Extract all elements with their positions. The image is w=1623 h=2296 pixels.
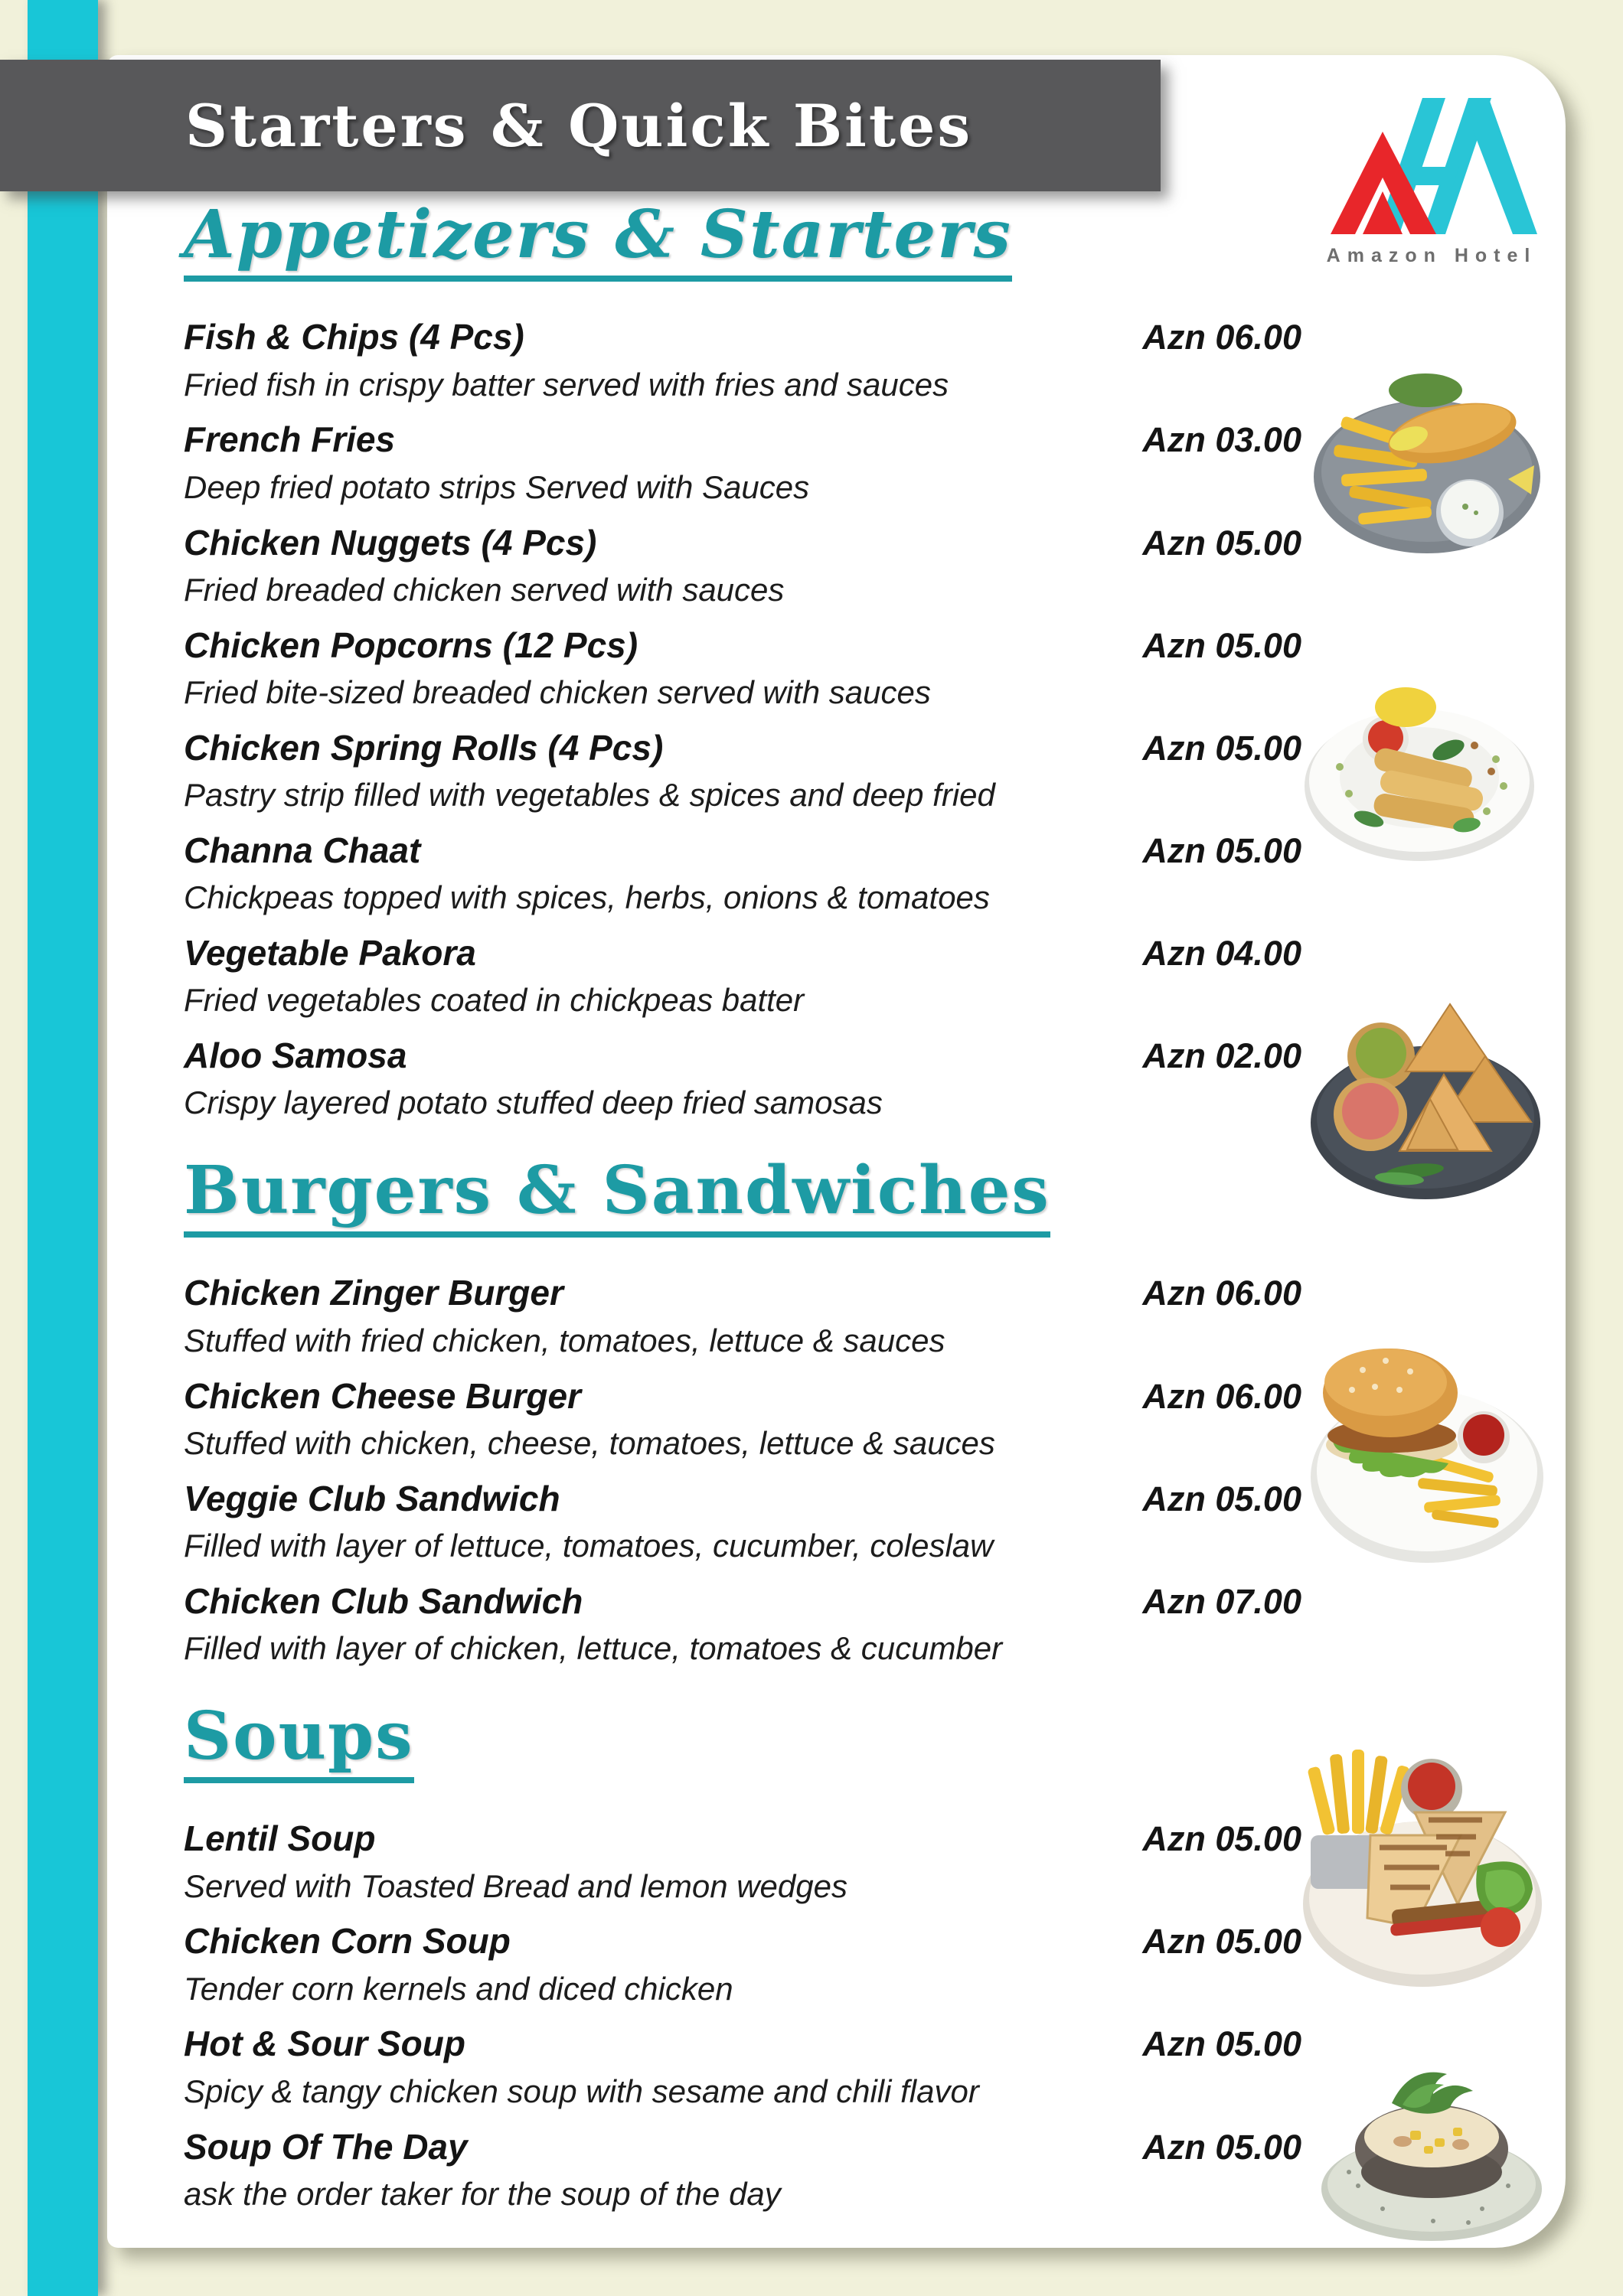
item-name: Chicken Spring Rolls (4 Pcs) xyxy=(184,727,664,768)
item-description: Spicy & tangy chicken soup with sesame and chili flavor xyxy=(184,2073,979,2109)
item-price: Azn 05.00 xyxy=(1142,1479,1301,1518)
item-description: Served with Toasted Bread and lemon wedges xyxy=(184,1867,847,1904)
page-title: Starters & Quick Bites xyxy=(185,91,973,160)
item-description: Fried vegetables coated in chickpeas batter xyxy=(184,982,805,1019)
section-burgers xyxy=(184,1152,1301,1671)
menu-item xyxy=(184,1268,1301,1363)
item-price: Azn 05.00 xyxy=(1142,1819,1301,1859)
menu-item xyxy=(184,1371,1301,1466)
item-name: Chicken Popcorns (12 Pcs) xyxy=(184,625,638,665)
item-price: Azn 07.00 xyxy=(1142,1581,1301,1621)
item-name: Hot & Sour Soup xyxy=(184,2024,465,2064)
item-description: Chickpeas topped with spices, herbs, onions & tomatoes xyxy=(184,879,990,916)
item-description: ask the order taker for the soup of the day xyxy=(184,2175,781,2212)
item-name: Veggie Club Sandwich xyxy=(184,1478,560,1518)
menu-content xyxy=(184,196,1301,2225)
samosa-photo xyxy=(1308,958,1543,1225)
item-description: Fried bite-sized breaded chicken served with sauces xyxy=(184,673,931,710)
menu-item xyxy=(184,1916,1301,2011)
item-price: Azn 06.00 xyxy=(1142,318,1301,357)
item-description: Stuffed with chicken, cheese, tomatoes, lettuce & sauces xyxy=(184,1424,995,1461)
section-title-appetizers: Appetizers & Starters xyxy=(184,201,1012,282)
menu-item xyxy=(184,928,1301,1023)
item-price: Azn 06.00 xyxy=(1142,1376,1301,1416)
item-description: Tender corn kernels and diced chicken xyxy=(184,1970,733,2007)
item-description: Pastry strip filled with vegetables & spices and deep fried xyxy=(184,777,995,814)
left-accent-stripe xyxy=(28,0,98,2296)
item-description: Deep fried potato strips Served with Sauces xyxy=(184,468,810,505)
burger-photo xyxy=(1309,1255,1545,1577)
page-banner xyxy=(0,60,1161,191)
menu-item xyxy=(184,723,1301,818)
menu-item xyxy=(184,1474,1301,1569)
item-price: Azn 05.00 xyxy=(1142,625,1301,665)
item-name: Soup Of The Day xyxy=(184,2126,468,2167)
item-price: Azn 02.00 xyxy=(1142,1036,1301,1076)
item-price: Azn 06.00 xyxy=(1142,1274,1301,1313)
menu-item xyxy=(184,1814,1301,1909)
fish-and-chips-photo xyxy=(1311,335,1544,584)
soup-photo xyxy=(1318,2057,1544,2245)
menu-item xyxy=(184,312,1301,407)
menu-item xyxy=(184,1031,1301,1126)
section-soups xyxy=(184,1697,1301,2217)
menu-item xyxy=(184,1577,1301,1671)
amazon-hotel-logo xyxy=(1309,84,1554,276)
section-title-burgers: Burgers & Sandwiches xyxy=(184,1156,1050,1238)
item-name: French Fries xyxy=(184,419,396,460)
menu-item xyxy=(184,2122,1301,2217)
spring-rolls-photo xyxy=(1303,637,1536,893)
logo-brand-text: Amazon Hotel xyxy=(1326,245,1537,266)
item-price: Azn 05.00 xyxy=(1142,2127,1301,2167)
item-price: Azn 05.00 xyxy=(1142,2024,1301,2064)
item-name: Aloo Samosa xyxy=(184,1035,407,1076)
item-description: Filled with layer of lettuce, tomatoes, cucumber, coleslaw xyxy=(184,1528,994,1564)
item-description: Filled with layer of chicken, lettuce, tomatoes & cucumber xyxy=(184,1630,1003,1667)
menu-item xyxy=(184,621,1301,716)
item-price: Azn 05.00 xyxy=(1142,728,1301,768)
item-name: Chicken Nuggets (4 Pcs) xyxy=(184,522,597,563)
item-price: Azn 03.00 xyxy=(1142,420,1301,460)
item-description: Stuffed with fried chicken, tomatoes, lettuce & sauces xyxy=(184,1322,945,1358)
menu-item xyxy=(184,415,1301,510)
item-description: Crispy layered potato stuffed deep fried samosas xyxy=(184,1084,883,1121)
item-name: Lentil Soup xyxy=(184,1818,376,1859)
item-price: Azn 04.00 xyxy=(1142,933,1301,973)
item-name: Vegetable Pakora xyxy=(184,932,476,973)
item-name: Fish & Chips (4 Pcs) xyxy=(184,317,524,357)
menu-item xyxy=(184,518,1301,613)
item-name: Channa Chaat xyxy=(184,830,421,870)
item-price: Azn 05.00 xyxy=(1142,523,1301,563)
item-price: Azn 05.00 xyxy=(1142,830,1301,870)
item-price: Azn 05.00 xyxy=(1142,1922,1301,1962)
item-description: Fried fish in crispy batter served with fries and sauces xyxy=(184,366,949,403)
club-sandwich-photo xyxy=(1300,1675,1543,2000)
menu-item xyxy=(184,2019,1301,2114)
item-description: Fried breaded chicken served with sauces xyxy=(184,571,785,608)
item-name: Chicken Zinger Burger xyxy=(184,1273,563,1313)
section-title-soups: Soups xyxy=(184,1702,414,1783)
item-name: Chicken Club Sandwich xyxy=(184,1580,583,1621)
menu-item xyxy=(184,826,1301,921)
item-name: Chicken Corn Soup xyxy=(184,1921,511,1962)
section-appetizers xyxy=(184,196,1301,1126)
item-name: Chicken Cheese Burger xyxy=(184,1375,581,1416)
